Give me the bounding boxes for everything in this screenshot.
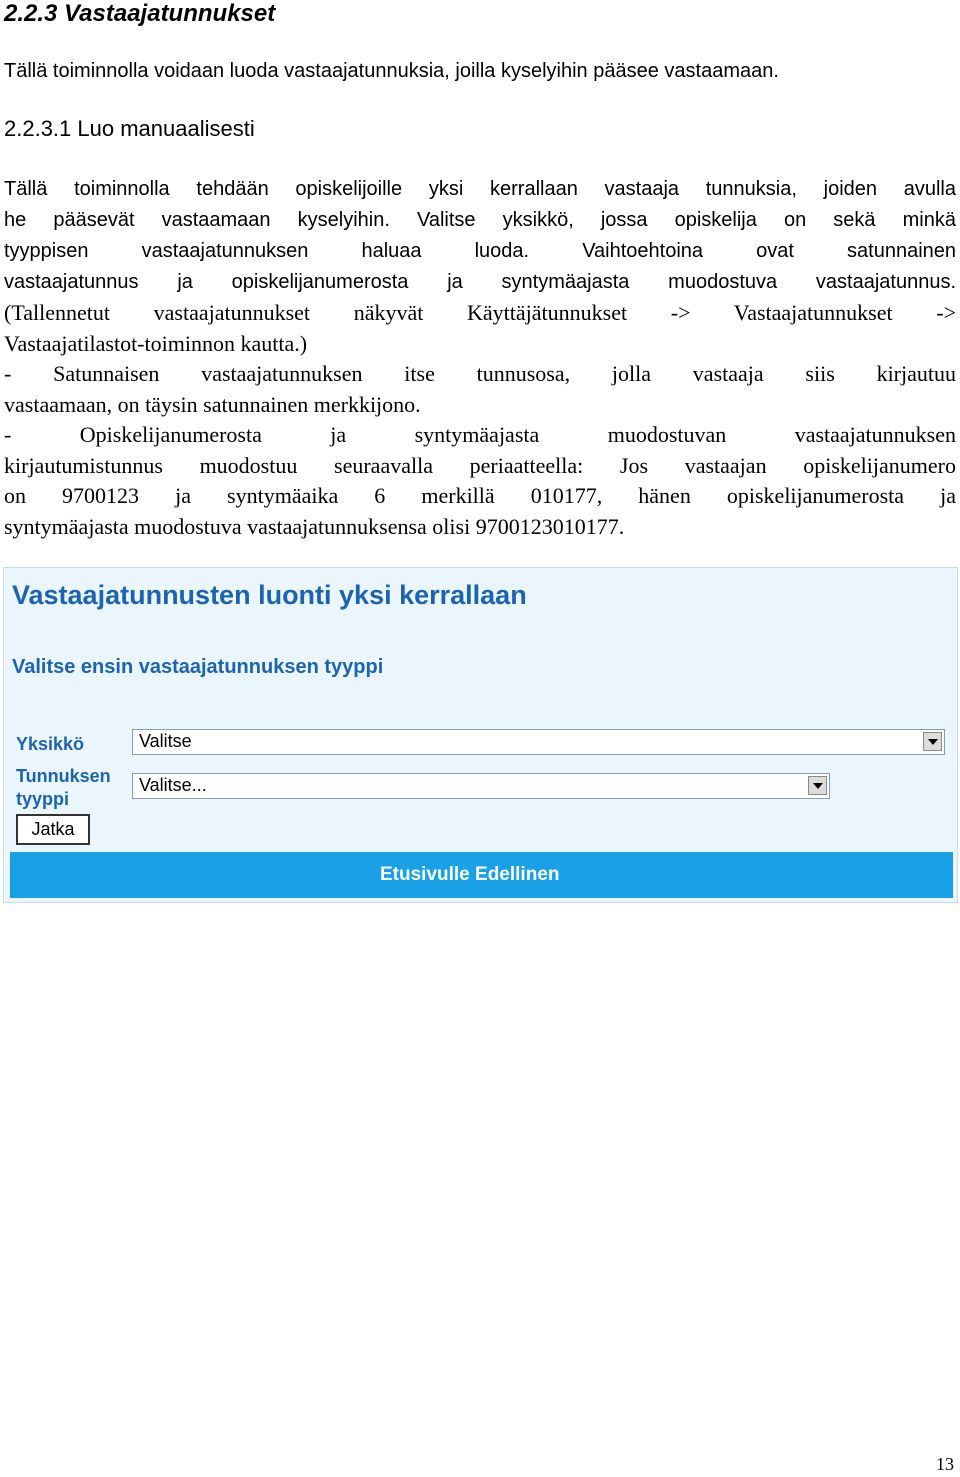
section-heading: 2.2.3 Vastaajatunnukset [4,0,276,27]
chevron-down-icon[interactable] [808,776,827,795]
paragraph-line: on 9700123 ja syntymäaika 6 merkillä 010177, hänen opiskelijanumerosta ja [4,483,956,508]
type-select-value: Valitse... [139,775,207,795]
paragraph-line: tyyppisen vastaajatunnuksen haluaa luoda. Vaihtoehtoina ovat satunnainen [4,240,956,262]
page-number: 13 [936,1454,954,1474]
paragraph-line: Tällä toiminnolla tehdään opiskelijoille yksi kerrallaan vastaaja tunnuksia, joiden avulla [4,178,956,200]
type-label [16,765,111,811]
form-subtitle: Valitse ensin vastaajatunnuksen tyyppi [12,656,384,678]
embedded-screenshot [3,567,958,903]
paragraph-line: vastaamaan, on täysin satunnainen merkkijono. [4,392,421,417]
intro-text: Tällä toiminnolla voidaan luoda vastaajatunnuksia, joilla kyselyihin pääsee vastaamaan. [4,60,779,82]
footer-nav-link[interactable]: Etusivulle Edellinen [380,864,560,885]
unit-label: Yksikkö [16,734,85,754]
chevron-down-icon[interactable] [923,732,942,751]
type-label-line: Tunnuksen [16,766,111,786]
paragraph-line: Vastaajatilastot-toiminnon kautta.) [4,331,308,356]
paragraph-line: kirjautumistunnus muodostuu seuraavalla periaatteella: Jos vastaajan opiskelijanumero [4,453,956,478]
paragraph-line: - Opiskelijanumerosta ja syntymäajasta muodostuvan vastaajatunnuksen [4,422,956,447]
footer-bar [10,852,953,898]
continue-button[interactable]: Jatka [16,814,90,845]
paragraph-line: vastaajatunnus ja opiskelijanumerosta ja syntymäajasta muodostuva vastaajatunnus. [4,271,956,293]
paragraph-line: (Tallennetut vastaajatunnukset näkyvät Käyttäjätunnukset -> Vastaajatunnukset -> [4,300,956,325]
form-title: Vastaajatunnusten luonti yksi kerrallaan [12,580,527,610]
subsection-heading: 2.2.3.1 Luo manuaalisesti [4,116,255,141]
unit-select-value: Valitse [139,731,192,751]
paragraph-line: - Satunnaisen vastaajatunnuksen itse tunnusosa, jolla vastaaja siis kirjautuu [4,361,956,386]
unit-select[interactable] [132,729,945,755]
type-select[interactable] [132,773,830,799]
paragraph-line: he pääsevät vastaamaan kyselyihin. Valitse yksikkö, jossa opiskelija on sekä minkä [4,209,956,231]
type-label-line: tyyppi [16,789,70,809]
paragraph-line: syntymäajasta muodostuva vastaajatunnuksensa olisi 9700123010177. [4,514,625,539]
